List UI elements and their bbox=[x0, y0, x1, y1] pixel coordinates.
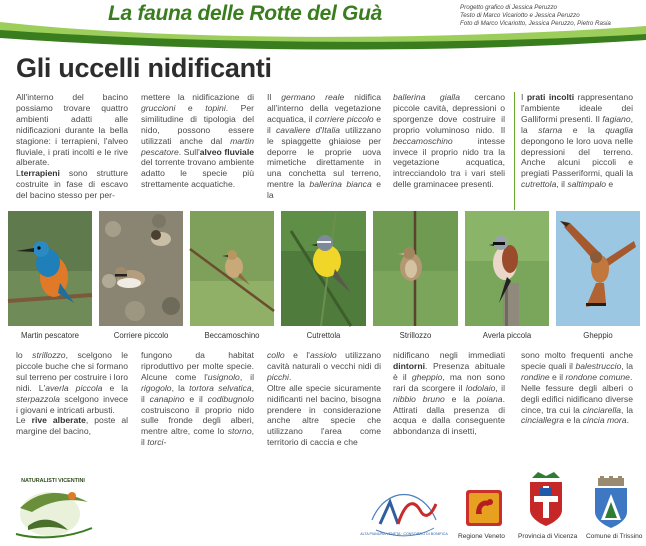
wagtail-photo bbox=[281, 211, 366, 326]
comune-trissino-label: Comune di Trissino bbox=[586, 533, 643, 540]
provincia-vicenza-crest bbox=[526, 470, 566, 530]
credit-line: Testo di Marco Vicariotto e Jessica Peruzzo bbox=[460, 12, 580, 19]
paragraph: collo e l'assiolo utilizzano cavità naturali o vecchi nidi di picchi. bbox=[267, 350, 382, 382]
bottom-column-3 bbox=[267, 350, 381, 448]
column-divider bbox=[514, 92, 515, 210]
paragraph: Le rive alberate, poste al margine del bacino, bbox=[16, 415, 129, 437]
top-column-4: ballerina gialla cercano piccole cavità, depressioni o sporgenze dove costruire il proprio voluminoso nido. Il beccamoschino intesse invece il proprio nido tra la vegetazione acquatica, intrecciandolo tra i vari steli delle graminacee presenti. bbox=[393, 92, 505, 190]
caption-martin-pescatore: Martin pescatore bbox=[20, 331, 80, 340]
caption-beccamoschino: Beccamoschino bbox=[204, 331, 260, 340]
bottom-column-1 bbox=[16, 350, 128, 437]
regione-veneto-crest bbox=[464, 488, 504, 528]
paragraph: sono molto frequenti anche specie quali il balestruccio, la rondine e il rondone comune. bbox=[521, 350, 633, 382]
paragraph: All'interno del bacino possiamo trovare quattro ambienti adatti alle nidificazioni durante la bella stagione: i terrapieni, l'alveo fluviale, i prati incolti e le rive alberate. bbox=[16, 92, 128, 168]
naturalisti-label: NATURALISTI VICENTINI bbox=[21, 478, 85, 484]
header-title: La fauna delle Rotte del Guà bbox=[108, 2, 382, 25]
credits bbox=[460, 4, 630, 28]
top-column-3: Il germano reale nidifica all'interno della vegetazione acquatica, il corriere piccolo e il cavaliere d'Italia utilizzano le spiaggette ghiaiose per deporre le proprie uova mimetiche direttamente in una conchetta sul terreno, mentre la ballerina bianca e la bbox=[267, 92, 382, 201]
consorzio-bonifica-logo bbox=[360, 480, 448, 538]
consorzio-label: ALTA PIANURA VENETA · CONSORZIO DI BONIFICA bbox=[360, 532, 448, 536]
naturalisti-vicentini-logo bbox=[10, 468, 96, 542]
bottom-column-5 bbox=[521, 350, 633, 426]
bottom-column-4: nidificano negli immediati dintorni. Presenza abituale è il gheppio, ma non sono rari da scorgere il lodolaio, il nibbio bruno e la poiana. Attirati dalla presenza di acqua e dalla conseguente abbondanza di insetti, bbox=[393, 350, 506, 437]
kestrel-photo bbox=[556, 211, 640, 326]
caption-gheppio: Gheppio bbox=[583, 331, 613, 340]
bottom-column-2: fungono da habitat riproduttivo per molte specie. Alcune come l'usignolo, il rigogolo, la tortora selvatica, il canapino e il codibugnolo costruiscono il proprio nido sulle fronde degli alberi, mentre altre, come lo storno, il torci- bbox=[141, 350, 254, 448]
provincia-vicenza-label: Provincia di Vicenza bbox=[518, 533, 578, 540]
regione-veneto-label: Regione Veneto bbox=[458, 533, 505, 540]
caption-averla-piccola: Averla piccola bbox=[482, 331, 532, 340]
photo-strip bbox=[8, 211, 640, 326]
caption-corriere-piccolo: Corriere piccolo bbox=[113, 331, 169, 340]
kingfisher-photo bbox=[8, 211, 92, 326]
paragraph: Nelle fessure degli alberi o degli edifici nidificano diverse cince, tra cui la cinciarella, la cinciallegra e la cincia mora. bbox=[521, 382, 634, 426]
plover-photo bbox=[99, 211, 183, 326]
paragraph: Oltre alle specie sicuramente nidificanti nel bacino, bisogna prendere in considerazione anche altre specie che utilizzano l'area come territorio di caccia e che bbox=[267, 382, 381, 448]
caption-cutrettola: Cutrettola bbox=[306, 331, 341, 340]
credit-line: Progetto grafico di Jessica Peruzzo bbox=[460, 4, 557, 11]
shrike-photo bbox=[465, 211, 549, 326]
top-column-5: I prati incolti rappresentano l'ambiente ideale dei Galliformi presenti. Il fagiano, la starna e la quaglia depongono le loro uova nelle depressioni del terreno. Anche alcuni piccoli e pregiati Passeriformi, quali la cutrettola, il saltimpalo e bbox=[521, 92, 633, 190]
bunting-photo bbox=[373, 211, 458, 326]
comune-trissino-crest bbox=[592, 476, 630, 530]
credit-line: Foto di Marco Vicariotto, Jessica Peruzzo, Pietro Rasia bbox=[460, 20, 611, 27]
top-column-1 bbox=[16, 92, 128, 201]
paragraph: Lterrapieni sono strutture costruite in fase di escavo del bacino stesso per per- bbox=[16, 168, 128, 201]
caption-strillozzo: Strillozzo bbox=[399, 331, 432, 340]
page-title: Gli uccelli nidificanti bbox=[16, 53, 272, 83]
paragraph: lo strillozzo, scelgono le piccole buche che si formano sul terreno per costruire i loro nidi. L'averla piccola e la sterpazzola scelgono invece i giovani e intricati arbusti. bbox=[16, 350, 128, 415]
cisticola-photo bbox=[190, 211, 274, 326]
top-column-2: mettere la nidificazione di gruccioni e topini. Per similitudine di tipologia del nido, possono essere utilizzati anche dal martin pescatore. Sull'alveo fluviale del torrente trovano ambiente adatto le specie più strettamente acquatiche. bbox=[141, 92, 254, 190]
